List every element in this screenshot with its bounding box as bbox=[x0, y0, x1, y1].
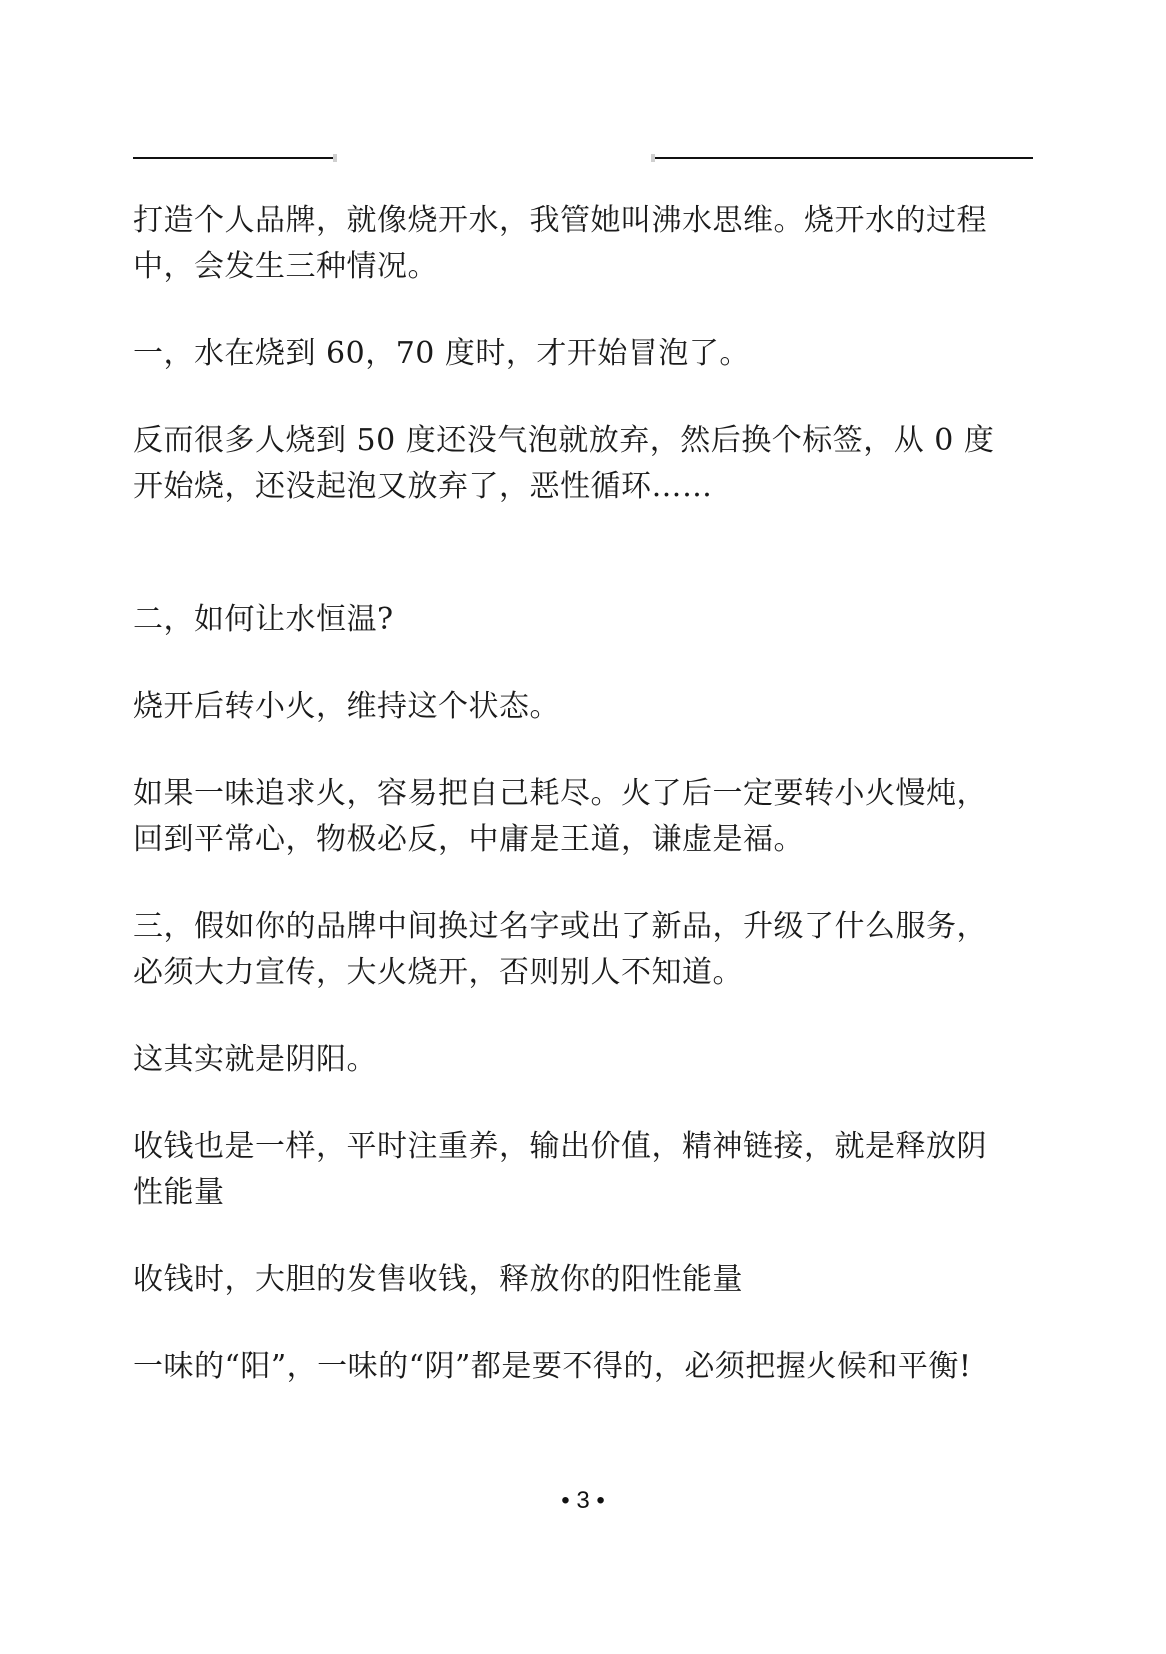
paragraph-intro: 打造个人品牌，就像烧开水，我管她叫沸水思维。烧开水的过程中，会发生三种情况。 bbox=[133, 203, 987, 284]
paragraph-balance: 一味的“阳”，一味的“阴”都是要不得的，必须把握火候和平衡! bbox=[133, 1349, 972, 1384]
header-rule-left bbox=[133, 157, 333, 159]
paragraph-moderation: 如果一味追求火，容易把自己耗尽。火了后一定要转小火慢炖，回到平常心，物极必反，中庸是王道，谦虚是福。 bbox=[133, 776, 987, 857]
header-rule-cap bbox=[651, 154, 655, 162]
paragraph-point-three: 三，假如你的品牌中间换过名字或出了新品，升级了什么服务，必须大力宣传，大火烧开，否则别人不知道。 bbox=[133, 909, 987, 990]
paragraph-point-two: 二，如何让水恒温? bbox=[133, 602, 394, 637]
paragraph-yang-energy: 收钱时，大胆的发售收钱，释放你的阳性能量 bbox=[133, 1262, 743, 1297]
header-rule-cap bbox=[333, 154, 337, 162]
paragraph-give-up: 反而很多人烧到 50 度还没气泡就放弃，然后换个标签，从 0 度开始烧，还没起泡又放弃了，恶性循环…… bbox=[133, 423, 995, 504]
paragraph-yin-energy: 收钱也是一样，平时注重养，输出价值，精神链接，就是释放阴性能量 bbox=[133, 1129, 987, 1210]
body-text bbox=[133, 198, 1013, 1390]
paragraph-point-one: 一，水在烧到 60，70 度时，才开始冒泡了。 bbox=[133, 336, 750, 371]
header-rule-right bbox=[655, 157, 1033, 159]
paragraph-low-heat: 烧开后转小火，维持这个状态。 bbox=[133, 689, 560, 724]
paragraph-yin-yang: 这其实就是阴阳。 bbox=[133, 1042, 377, 1077]
page-number: • 3 • bbox=[561, 1487, 605, 1514]
